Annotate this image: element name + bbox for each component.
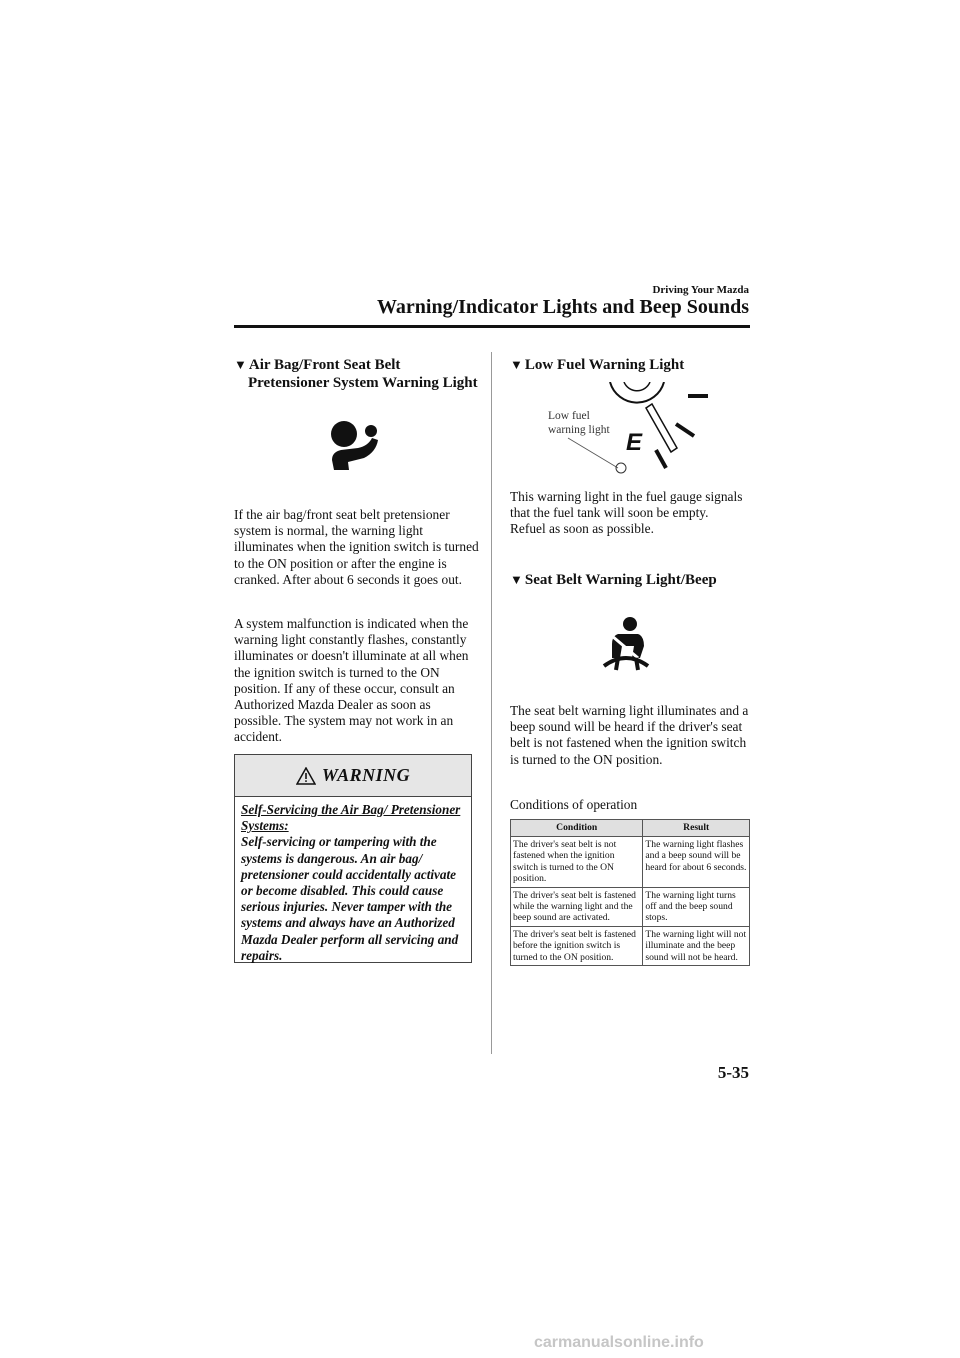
table-row bbox=[511, 837, 750, 888]
seatbelt-paragraph: The seat belt warning light illuminates and a beep sound will be heard if the driver's seat belt is not fastened when the ignition switch is turned to the ON position. bbox=[510, 703, 749, 767]
conditions-label: Conditions of operation bbox=[510, 797, 638, 812]
warning-subtitle: Self-Servicing the Air Bag/ Pretensioner Systems: bbox=[241, 802, 461, 834]
airbag-warning-icon bbox=[328, 418, 384, 474]
table-cell: The warning light flashes and a beep sound will be heard for about 6 seconds. bbox=[643, 837, 750, 888]
warning-box bbox=[234, 754, 472, 963]
fuel-paragraph: This warning light in the fuel gauge signals that the fuel tank will soon be empty. Refuel as soon as possible. bbox=[510, 489, 743, 537]
table-row bbox=[511, 926, 750, 965]
triangle-bullet-icon: ▼ bbox=[234, 357, 247, 372]
warning-text: Self-servicing or tampering with the systems is dangerous. An air bag/ pretensioner could accidentally activate or become disabled. This could cause serious injuries. Never tamper with the systems and always have an Authorized Mazda Dealer perform all servicing and repairs. bbox=[241, 834, 459, 963]
warning-triangle-icon bbox=[296, 767, 316, 785]
fuel-heading: ▼ Low Fuel Warning Light bbox=[510, 357, 685, 373]
column-header: Condition bbox=[511, 820, 643, 837]
airbag-paragraph-2: A system malfunction is indicated when the warning light constantly flashes, constantly illuminates or doesn't illuminate at all when the ignition switch is turned to the ON position. If any of these occur, consult an Authorized Mazda Dealer as soon as possible. The system may not work in an accident. bbox=[234, 616, 469, 745]
airbag-paragraph-1: If the air bag/front seat belt pretensioner system is normal, the warning light illuminates when the ignition switch is turned to the ON position or after the engine is cranked. After about 6 seconds it goes out. bbox=[234, 507, 479, 587]
table-cell: The driver's seat belt is not fastened when the ignition switch is turned to the ON position. bbox=[511, 837, 643, 888]
warning-title: WARNING bbox=[321, 765, 411, 785]
table-row bbox=[511, 887, 750, 926]
gauge-empty-letter: E bbox=[626, 429, 643, 456]
triangle-bullet-icon: ▼ bbox=[510, 357, 523, 372]
conditions-table bbox=[510, 819, 750, 966]
seatbelt-warning-icon bbox=[602, 616, 650, 672]
table-cell: The warning light will not illuminate and the beep sound will not be heard. bbox=[643, 926, 750, 965]
seatbelt-heading: ▼ Seat Belt Warning Light/Beep bbox=[510, 572, 717, 588]
column-divider bbox=[491, 352, 492, 1054]
warning-body bbox=[235, 797, 471, 969]
airbag-heading: ▼ Air Bag/Front Seat Belt Pretensioner System Warning Light bbox=[234, 357, 478, 391]
fuel-callout-label: Low fuel warning light bbox=[548, 410, 610, 436]
table-cell: The driver's seat belt is fastened while the warning light and the beep sound are activated. bbox=[511, 887, 643, 926]
triangle-bullet-icon: ▼ bbox=[510, 572, 523, 587]
page-title: Warning/Indicator Lights and Beep Sounds bbox=[377, 296, 749, 318]
section-label: Driving Your Mazda bbox=[652, 284, 749, 296]
table-cell: The warning light turns off and the beep sound stops. bbox=[643, 887, 750, 926]
column-header: Result bbox=[643, 820, 750, 837]
table-header-row bbox=[511, 820, 750, 837]
header-rule bbox=[234, 325, 750, 328]
warning-header bbox=[235, 755, 471, 797]
page-number: 5-35 bbox=[717, 1063, 749, 1082]
watermark: carmanualsonline.info bbox=[534, 1334, 704, 1351]
table-cell: The driver's seat belt is fastened before the ignition switch is turned to the ON position. bbox=[511, 926, 643, 965]
